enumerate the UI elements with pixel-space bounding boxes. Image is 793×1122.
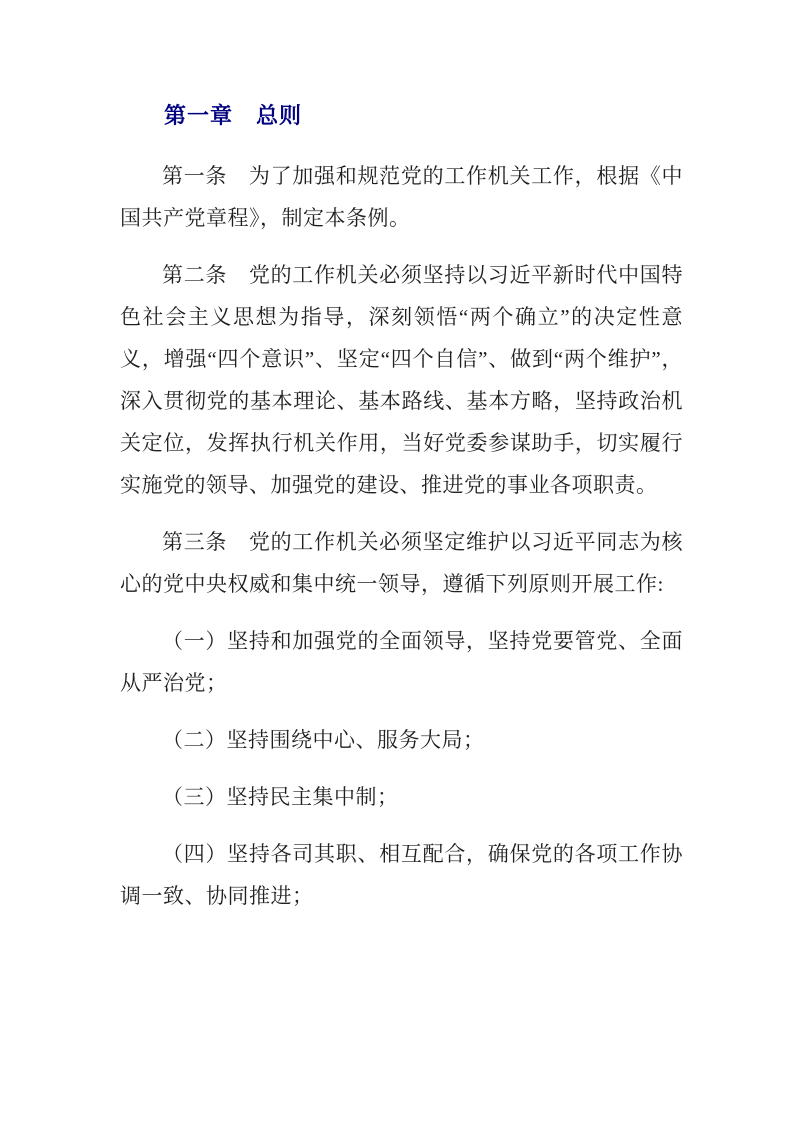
paragraph-item-2: （二）坚持围绕中心、服务大局； xyxy=(162,728,485,752)
paragraph-article-2: 第二条 党的工作机关必须坚持以习近平新时代中国特色社会主义思想为指导，深刻领悟“两个确立”的决定性意义，增强“四个意识”、坚定“四个自信”、做到“两个维护”，深入贯彻党的基本理论、基本路线、基本方略，坚持政治机关定位，发挥执行机关作用，当好党委参谋助手，切实履行实施党的领导、加强党的建设、推进党的事业各项职责。 xyxy=(120,263,683,497)
paragraph-item-3: （三）坚持民主集中制； xyxy=(162,785,399,809)
paragraph-item-1: （一）坚持和加强党的全面领导，坚持党要管党、全面从严治党； xyxy=(120,629,683,695)
paragraph-article-3: 第三条 党的工作机关必须坚定维护以习近平同志为核心的党中央权威和集中统一领导，遵循下列原则开展工作: xyxy=(120,530,683,596)
paragraph-article-1: 第一条 为了加强和规范党的工作机关工作，根据《中国共产党章程》，制定本条例。 xyxy=(120,164,683,230)
chapter-heading: 第一章 总则 xyxy=(164,103,303,128)
paragraph-item-4: （四）坚持各司其职、相互配合，确保党的各项工作协调一致、协同推进； xyxy=(120,842,683,908)
